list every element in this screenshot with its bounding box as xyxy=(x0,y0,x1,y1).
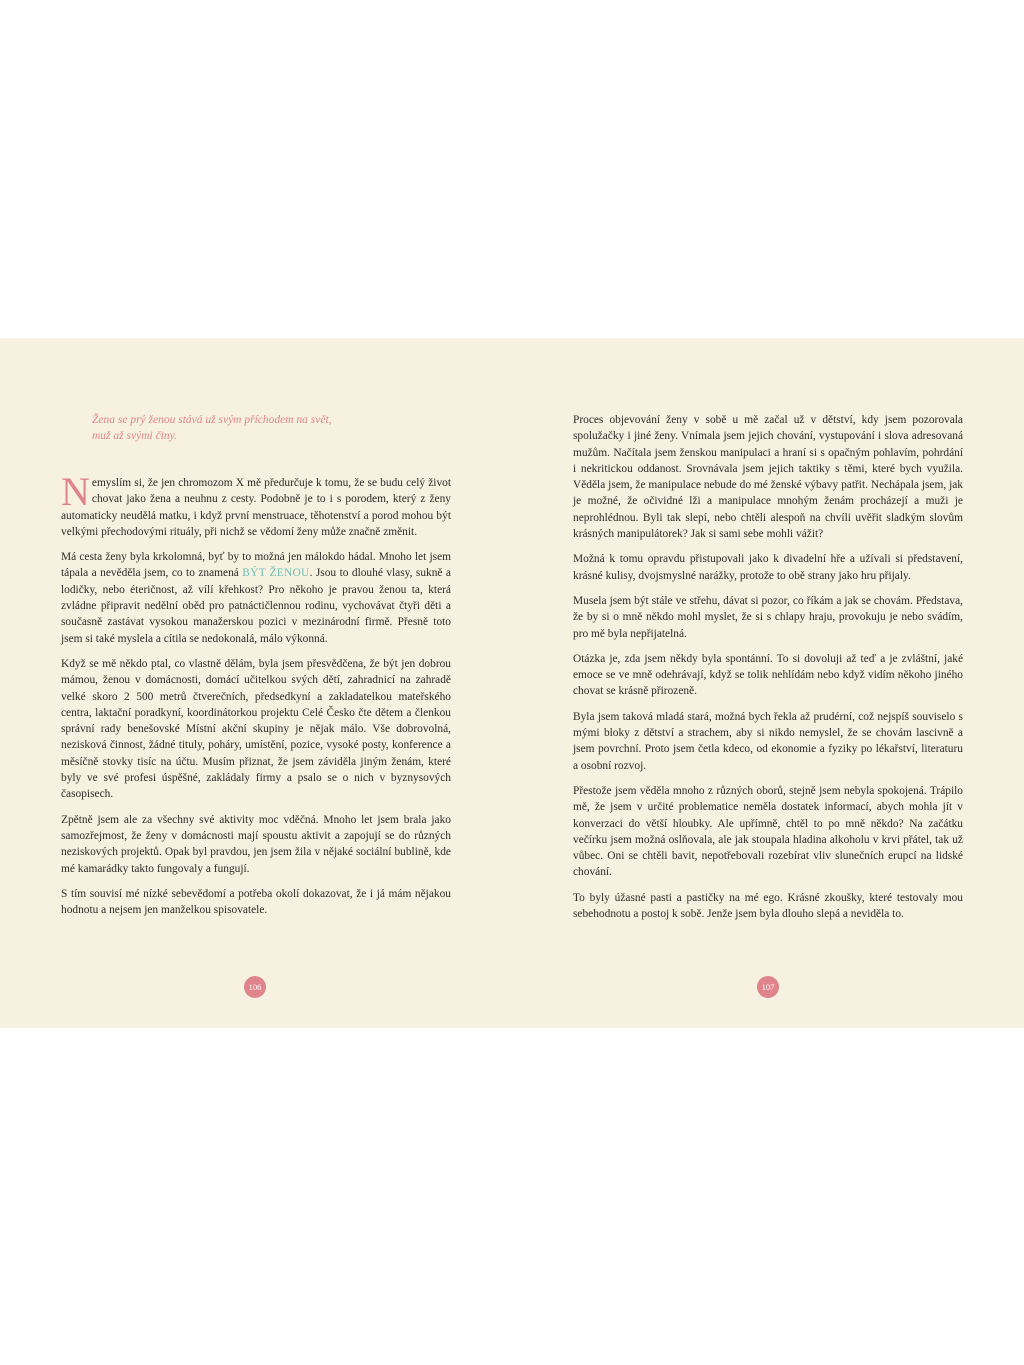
paragraph: To byly úžasné pasti a pastičky na mé ego. Krásné zkoušky, které testovaly mou sebehodnotu a postoj k sobě. Jenže jsem byla dlouho slepá a neviděla to. xyxy=(573,891,963,921)
highlighted-phrase: BÝT ŽENOU xyxy=(242,567,310,580)
paragraph: Možná k tomu opravdu přistupovali jako k divadelní hře a užívali si představení, krásné kulisy, dvojsmyslné narážky, protože to obě strany jako hru přijaly. xyxy=(573,553,963,582)
paragraph: Když se mě někdo ptal, co vlastně dělám, byla jsem přesvědčena, že být jen dobrou mámou, ženou v domácnosti, domácí učitelkou svých dětí, zahradnicí na zahradě velké skoro 2 500 metrů čtverečních, předsedkyní a zakladatelkou mateřského centra, laktační poradkyní, koordinátorkou projektu Celé Česko čte dětem a členkou správní rady benešovské Místní akční skupiny je nějak málo. Vše dobrovolná, nezisková činnost, žádné tituly, poháry, umístění, pozice, vysoké posty, konference a měsíčně stovky tisíc na účtu. Musím přiznat, že jsem záviděla jiným ženám, které byly ve své profesi úspěšné, zakládaly firmy a psalo se o nich v byznysových časopisech. xyxy=(61,657,451,801)
paragraph xyxy=(61,549,451,647)
left-body-text xyxy=(61,469,451,927)
paragraph: S tím souvisí mé nízké sebevědomí a potřeba okolí dokazovat, že i já mám nějakou hodnotu a nejsem jen manželkou spisovatele. xyxy=(61,887,451,917)
paragraph: Musela jsem být stále ve střehu, dávat si pozor, co říkám a jak se chovám. Představa, že by si o mně někdo mohl myslet, že si s chlapy hraju, provokuju je nebo svádím, pro mě byla nepřijatelná. xyxy=(573,594,963,640)
paragraph xyxy=(61,469,451,540)
paragraph: Byla jsem taková mladá stará, možná bych řekla až prudérní, což nejspíš souviselo s mými bloky z dětství a strachem, aby si nikdo nemyslel, že se chovám lascivně a jsem povrchní. Proto jsem četla kdeco, od ekonomie a fyziky po lékařství, literaturu a osobní rozvoj. xyxy=(573,710,963,772)
epigraph-line-2: muž až svými činy. xyxy=(92,430,177,442)
book-spread xyxy=(0,338,1024,1028)
paragraph: Proces objevování ženy v sobě u mě začal už v dětství, kdy jsem pozorovala spolužačky i jiné ženy. Vnímala jsem jejich chování, vystupování i slova adresovaná mužům. Načítala jsem ženskou manipulaci a hraní si s opačným pohlavím, pohrdání i nekritickou oddanost. Srovnávala jsem jejich taktiky s těmi, které bych využila. Věděla jsem, že manipulace nebude do mé ženské výbavy patřit. Nechápala jsem, jak je možné, že očividné lži a manipulace mnohým ženám procházejí a muži je neprohlédnou. Byli tak slepí, nebo chtěli alespoň na chvíli uvěřit sladkým slovům krásných manipulátorek? Jak si sami sebe mohli vážit? xyxy=(573,414,963,541)
paragraph-text: . Jsou to dlouhé vlasy, sukně a lodičky, nebo éteričnost, až vílí křehkost? Pro někoho je pravou ženou ta, která zvládne připravit nedělní oběd pro patnáctičlennou rodinu, vychovávat čtyři děti a současně zastávat vysokou manažerskou pozici v mezinárodní firmě. Přesně toto jsem si také myslela a cítila se nedokonalá, málo výkonná. xyxy=(61,567,451,645)
page-number: 106 xyxy=(244,976,266,998)
paragraph: Přestože jsem věděla mnoho z různých oborů, stejně jsem nebyla spokojená. Trápilo mě, že jsem v určité problematice neměla dostatek informací, abych mohla jít v konverzaci do větší hloubky. Ale upřímně, chtěl to po mně někdo? Na začátku večírku jsem možná oslňovala, ale jak stoupala hladina alkoholu v krvi přátel, tak už vůbec. Oni se chtěli bavit, nepotřebovali rozebírat vliv slunečních erupcí na lidské chování. xyxy=(573,784,963,879)
drop-cap: N xyxy=(61,469,90,514)
right-body-text xyxy=(573,412,963,931)
epigraph xyxy=(92,412,392,444)
paragraph: Otázka je, zda jsem někdy byla spontánní. To si dovoluji až teď a je zvláštní, jaké emoce se ve mně odehrávají, když se tolik nehlídám nebo když vidím někoho jiného chovat se krásně přirozeně. xyxy=(573,652,963,698)
paragraph-text: Má cesta ženy byla krkolomná, byť by to možná jen málokdo hádal. Mnoho let jsem tápala a nevěděla jsem, co to znamená xyxy=(61,551,451,580)
paragraph-text: emyslím si, že jen chromozom X mě předurčuje k tomu, že se budu celý život chovat jako žena a neuhnu z cesty. Podobně je to i s porodem, který z ženy automaticky neudělá matku, i když první menstruace, těhotenství a porod mohou být velkými přechodovými rituály, při nichž se vědomí ženy může značně změnit. xyxy=(61,477,451,538)
page-number: 107 xyxy=(757,976,779,998)
right-page xyxy=(512,338,1024,1028)
epigraph-line-1: Žena se prý ženou stává už svým příchodem na svět, xyxy=(92,414,332,426)
left-page xyxy=(0,338,512,1028)
paragraph: Zpětně jsem ale za všechny své aktivity moc vděčná. Mnoho let jsem brala jako samozřejmost, že ženy v domácnosti mají spoustu aktivit a zapojují se do různých neziskových projektů. Opak byl pravdou, jen jsem žila v nějaké sociální bublině, kde mé kamarádky takto fungovaly a fungují. xyxy=(61,813,451,875)
